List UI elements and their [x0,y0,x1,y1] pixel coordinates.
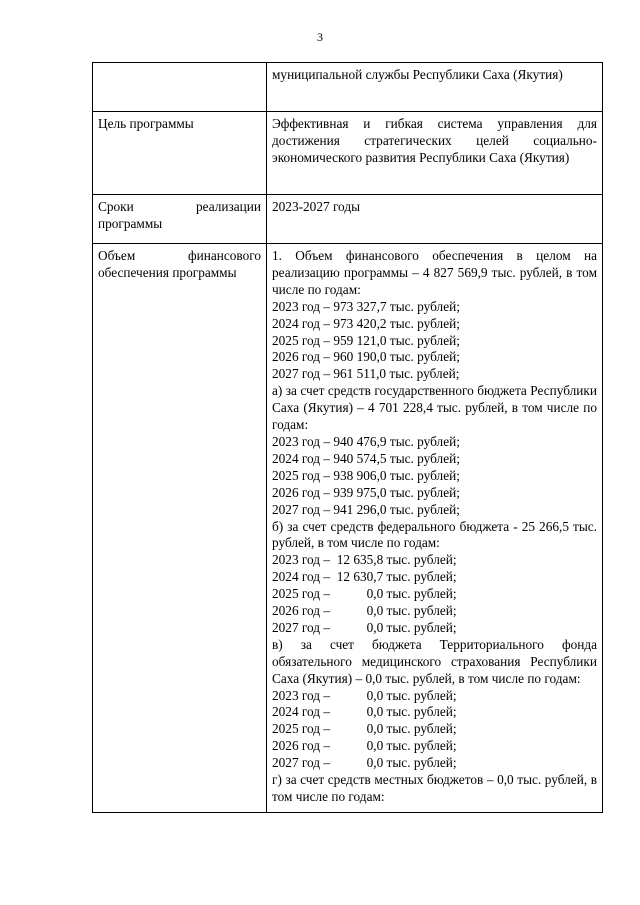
year-line: 2027 год – 941 296,0 тыс. рублей; [272,501,460,517]
year-line: 2027 год – 0,0 тыс. рублей; [272,755,457,771]
funding-source-g: г) за счет средств местных бюджетов – 0,0 тыс. рублей, в том числе по годам: [272,772,597,804]
year-line: 2024 год – 12 630,7 тыс. рублей; [272,569,457,585]
table-row [93,195,603,244]
label-cell-goal: Цель программы [93,112,267,195]
label-line [98,199,261,216]
value-cell-funding [267,244,603,813]
year-line: 2023 год – 973 327,7 тыс. рублей; [272,298,460,314]
label-word: Объем [98,248,136,263]
label-cell-terms [93,195,267,244]
year-line: 2024 год – 973 420,2 тыс. рублей; [272,315,460,331]
year-line: 2027 год – 961 511,0 тыс. рублей; [272,366,460,382]
year-line: 2025 год – 938 906,0 тыс. рублей; [272,467,460,483]
year-line: 2024 год – 940 574,5 тыс. рублей; [272,450,460,466]
funding-source-v: в) за счет бюджета Территориального фонда обязательного медицинского страхования Республики Саха (Якутия) – 0,0 тыс. рублей, в том числе по годам: [272,636,597,686]
label-cell-funding [93,244,267,813]
label-line [98,248,261,265]
label-cell [93,63,267,112]
funding-source-b: б) за счет средств федерального бюджета - 25 266,5 тыс. рублей, в том числе по годам: [272,518,597,551]
year-line: 2025 год – 0,0 тыс. рублей; [272,721,457,737]
year-line: 2023 год – 940 476,9 тыс. рублей; [272,433,460,449]
label-word: Сроки [98,199,134,214]
table-row [93,112,603,195]
label-line: обеспечения программы [98,264,237,280]
funding-source-a: а) за счет средств государственного бюджета Республики Саха (Якутия) – 4 701 228,4 тыс. рублей, в том числе по годам: [272,383,597,433]
table-row [93,63,603,112]
year-line: 2023 год – 0,0 тыс. рублей; [272,687,457,703]
label-word: финансового [187,248,261,263]
year-line: 2027 год – 0,0 тыс. рублей; [272,619,457,635]
value-cell-terms: 2023-2027 годы [267,195,603,244]
year-line: 2026 год – 960 190,0 тыс. рублей; [272,349,460,365]
label-line: программы [98,215,163,231]
program-passport-table [92,62,603,813]
year-line: 2025 год – 0,0 тыс. рублей; [272,586,457,602]
value-cell: муниципальной службы Республики Саха (Якутия) [267,63,603,112]
value-cell-goal: Эффективная и гибкая система управления для достижения стратегических целей социально-экономического развития Республики Саха (Якутия) [267,112,603,195]
page-number: 3 [317,30,323,44]
year-line: 2026 год – 0,0 тыс. рублей; [272,738,457,754]
year-line: 2023 год – 12 635,8 тыс. рублей; [272,552,457,568]
year-line: 2026 год – 939 975,0 тыс. рублей; [272,484,460,500]
year-line: 2026 год – 0,0 тыс. рублей; [272,603,457,619]
table-row [93,244,603,813]
year-line: 2024 год – 0,0 тыс. рублей; [272,704,457,720]
year-line: 2025 год – 959 121,0 тыс. рублей; [272,332,460,348]
label-word: реализации [196,199,261,214]
funding-intro: 1. Объем финансового обеспечения в целом на реализацию программы – 4 827 569,9 тыс. рублей, в том числе по годам: [272,248,597,297]
